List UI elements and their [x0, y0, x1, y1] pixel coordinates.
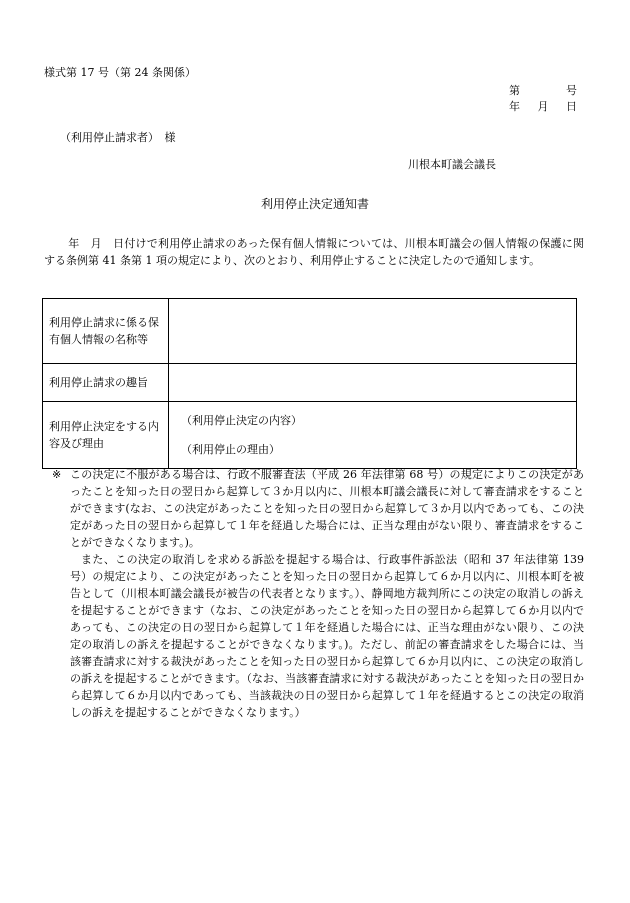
- decision-table: [42, 298, 577, 469]
- decision-reason-heading: （利用停止の理由）: [181, 443, 280, 456]
- document-number-line: [509, 82, 577, 98]
- row-value-info-name: [169, 299, 577, 364]
- row-value-request-purpose: [169, 364, 577, 402]
- document-date-line: [509, 98, 577, 114]
- body-paragraph: 年 月 日付けで利用停止請求のあった保有個人情報については、川根本町議会の個人情報の保護に関する条例第 41 条第 1 項の規定により、次のとおり、利用停止することに決定したので通知します。: [44, 237, 584, 267]
- number-prefix: 第: [509, 84, 520, 97]
- date-year: 年: [509, 100, 520, 113]
- decision-content-heading: （利用停止決定の内容）: [181, 414, 302, 427]
- notes-section: [44, 466, 584, 721]
- row-value-decision-reason: [169, 402, 577, 469]
- note-paragraph-lawsuit: また、この決定の取消しを求める訴訟を提起する場合は、行政事件訴訟法（昭和 37 年法律第 139 号）の規定により、この決定があったことを知った日の翌日から起算して６か月以内に、川根本町を被告として（川根本町議会議長が被告の代表者となります。）、静岡地方裁判所にこの決定の取消しの訴えを提起することができます（なお、この決定があったことを知った日の翌日から起算して６か月以内であっても、この決定の日の翌日から起算して１年を経過した場合には、正当な理由がない限り、この決定の取消しの訴えを提起することができなくなります。)。ただし、前記の審査請求をした場合には、当該審査請求に対する裁決があったことを知った日の翌日から起算して６か月以内に、この決定の取消しの訴えを提起することができます。（なお、当該審査請求に対する裁決があったことを知った日の翌日から起算して６か月以内であっても、当該裁決の日の翌日から起算して１年を経過するとこの決定の取消しの訴えを提起することができなくなります。）: [70, 553, 584, 719]
- row-label-info-name: 利用停止請求に係る保有個人情報の名称等: [43, 299, 169, 364]
- note-text-appeal: この決定に不服がある場合は、行政不服審査法（平成 26 年法律第 68 号）の規定によりこの決定があったことを知った日の翌日から起算して３か月以内に、川根本町議会議長に対して審査請求をすることができます(なお、この決定があったことを知った日の翌日から起算して３か月以内であっても、この決定があった日の翌日から起算して１年を経過した場合には、正当な理由がない限り、審査請求をすることができなくなります。)。: [70, 468, 584, 549]
- row-label-request-purpose: 利用停止請求の趣旨: [43, 364, 169, 402]
- sender-title: 川根本町議会議長: [408, 158, 496, 171]
- form-number-label: 様式第 17 号（第 24 条関係）: [44, 66, 196, 79]
- note-paragraph-appeal: [44, 466, 584, 551]
- document-title: 利用停止決定通知書: [260, 197, 369, 211]
- table-row: [43, 299, 577, 364]
- date-month: 月: [537, 100, 549, 113]
- number-suffix: 号: [566, 84, 577, 97]
- row-label-decision-reason: 利用停止決定をする内容及び理由: [43, 402, 169, 469]
- table-row: [43, 364, 577, 402]
- date-day: 日: [566, 100, 577, 113]
- table-row: [43, 402, 577, 469]
- addressee: （利用停止請求者） 様: [60, 131, 176, 144]
- note-mark: ※: [52, 468, 62, 481]
